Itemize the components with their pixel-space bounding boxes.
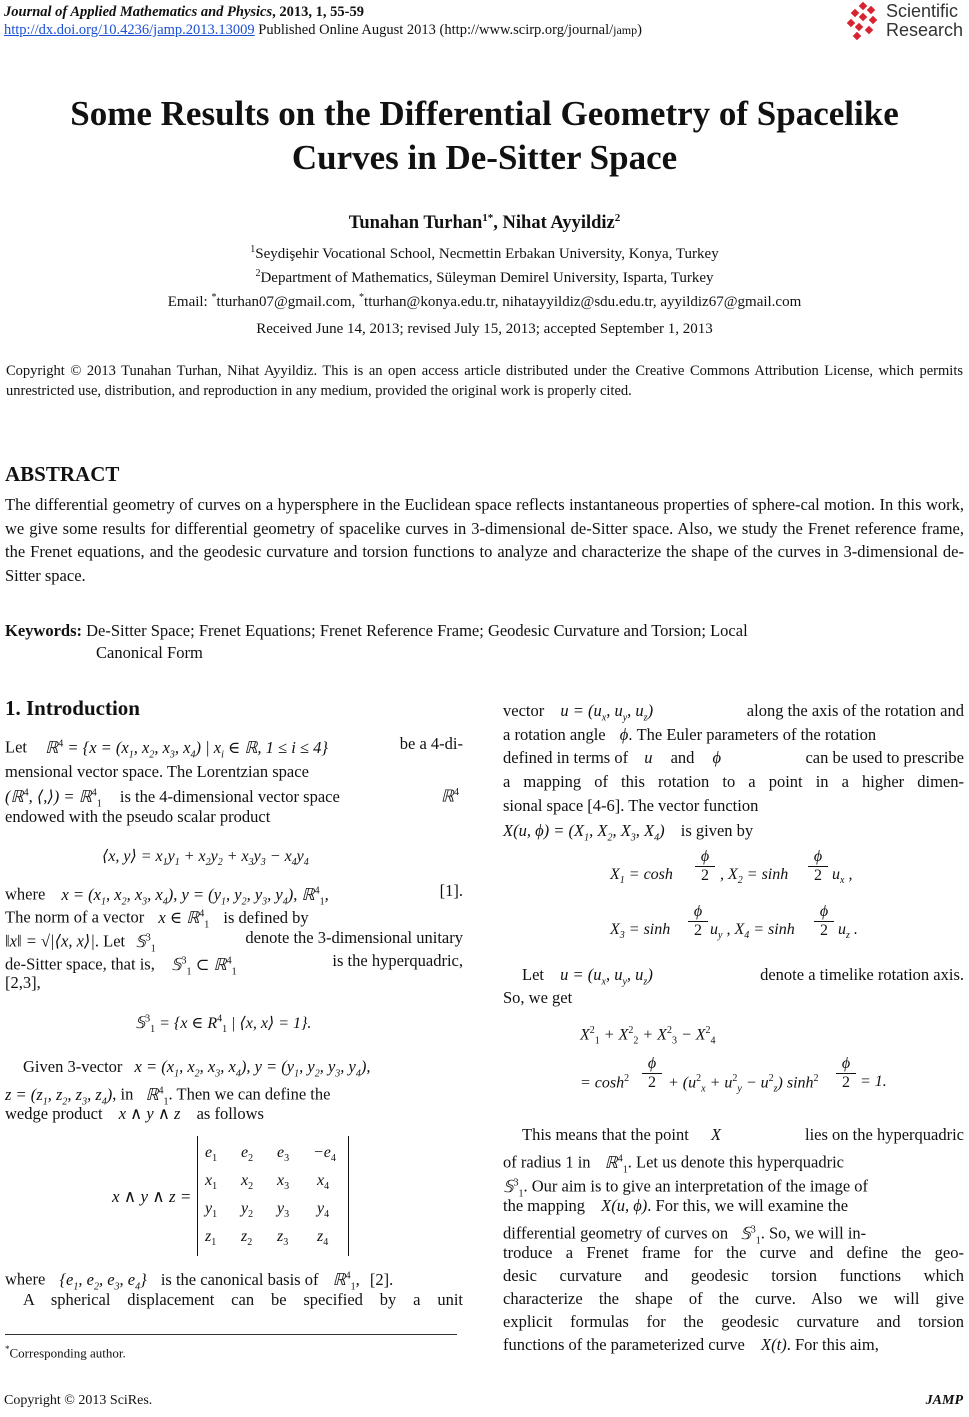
right-line-1: vector $u = (u_x$, $u_y$, $u_z$) along the axis of the rotation and [503, 701, 964, 724]
norm-line: The norm of a vector x ∈ ℝ$^4_1$ is defined by [5, 907, 309, 930]
hyperquadric-eq-2: = $\cosh^2$ ϕ 2 + $(u^2_x + u^2_y - u^2_z)$ $\sinh^2$ ϕ 2 = 1. [580, 1055, 887, 1095]
canonical-line: where {$e_1$, $e_2$, $e_3$, $e_4$} is the canonical basis of ℝ$^4_1$, [2]. [5, 1269, 394, 1292]
given-line: Given 3-vector $x = (x_1$, $x_2$, $x_3$, $x_4$), $y = (y_1$, $y_2$, $y_3$, $y_4$), [23, 1057, 371, 1080]
diff-geo-line: differential geometry of curves on 𝕊$^3_1$. So, we will in- [503, 1223, 867, 1246]
abstract-heading: ABSTRACT [5, 462, 120, 486]
aim-line: 𝕊$^3_1$. Our aim is to give an interpretation of the image of [503, 1176, 869, 1199]
copyright-notice: Copyright © 2013 Tunahan Turhan, Nihat Ayyildiz. This is an open access article distributed under the Creative Commons Attribution License, which permits unrestricted use, distribution, and reproduction in any medium, provided the original work is properly cited. [6, 363, 963, 399]
right-line-6: X(u, $\phi) = (X_1$, $X_2$, $X_3$, $X_4$) is given by [503, 821, 754, 844]
footer-journal: JAMP [925, 1393, 963, 1408]
norm-def-line: ‖x‖ = √|⟨x, x⟩|. Let 𝕊$^3_1$ denote the 3-dimensional unitary [5, 928, 463, 954]
functions-line: functions of the parameterized curve X(t). For this aim, [503, 1335, 879, 1354]
footnote-rule [5, 1334, 457, 1335]
intro-heading: 1. Introduction [5, 696, 140, 720]
page: Journal of Applied Mathematics and Physics, 2013, 1, 55-59 http://dx.doi.org/10.4236/jamp.2013.13009 Published Online August 2013 (http://www.scirp.org/journal/jamp) Scientific Research Some Results on the Differential Geometry of Spacelike Curves in De-Sitter Space Tunahan Turhan$^{1*}$, Nihat Ayyildiz$^2$ $^1$Seydişehir Vocational School, Necmettin Erbakan University, Konya, Turkey $^2$Department of Mathematics, Süleyman Demirel University, Isparta, Turkey Email: *tturhan07@gmail.com, *tturhan@konya.edu.tr, nihatayyildiz@sdu.edu.tr, ayyildiz67@gmail.com Received June 14, 2013; revised July 15, 2013; accepted September 1, 2013 Copyright © 2013 Tunahan Turhan, Nihat Ayyildiz. This is an open access article distributed under the Creative Commons Attribution License, which permits unrestricted use, distribution, and reproduction in any medium, provided the original work is properly cited. ABSTRACT The differential geometry of curves on a hypersphere in the Euclidean space reflects instantaneous properties of sphere-cal motion. In this work, we give some results for differential geometry of spacelike curves in 3-dimensional de-Sitter space. Also, we study the Frenet reference frame, the Frenet equations, and the geodesic curvature and torsion functions to analyze and characterize the shape of the curves in 3-dimensional de-Sitter space. Keywords: De-Sitter Space; Frenet Equations; Frenet Reference Frame; Geodesic Curvature and Torsion; Local Canonical Form 1. Introduction Let ℝ$^4$ = {$x = (x_1$, $x_2$, $x_3$, $x_4$) | $x_i$ ∈ ℝ, 1 ≤ i ≤ 4} be a 4-di- mensional vector space. The Lorentzian space (ℝ$^4$, ⟨,⟩) = ℝ$^4_1$ is the 4-dimensional vector space ℝ$^4$ endowed with the pseudo scalar product ⟨x, y⟩ = $x_1y_1 + x_2y_2 + x_3y_3 - x_4y_4$ where $x = (x_1$, $x_2$, $x_3$, $x_4$), $y = (y_1$, $y_2$, $y_3$, $y_4$), ℝ$^4_1$, [1]. The norm of a vector x ∈ ℝ$^4_1$ is defined by ‖x‖ = √|⟨x, x⟩|. Let 𝕊$^3_1$ denote the 3-dimensional unitary de-Sitter space, that is, 𝕊$^3_1$ ⊂ ℝ$^4_1$ is the hyperquadric, [2,3], 𝕊$^3_1$ = {x ∈ $R^4_1$ | ⟨x, x⟩ = 1}. Given 3-vector $x = (x_1$, $x_2$, $x_3$, $x_4$), $y = (y_1$, $y_2$, $y_3$, $y_4$), $z = (z_1$, $z_2$, $z_3$, $z_4$), in ℝ$^4_1$. Then we can define the wedge product x ∧ y ∧ z as follows x ∧ y ∧ z = $e_1$ $e_2$ $e_3$ $-e_4$ $x_1$ $x_2$ $x_3$ $x_4$ $y_1$ $y_2$ $y_3$ $y_4$ $z_1$ $z_2$ $z_3$ $z_4$ where {$e_1$, $e_2$, $e_3$, $e_4$} is the canonical basis of ℝ$^4_1$, [2]. A spherical displacement can be specified by a unit *Corresponding author. vector $u = (u_x$, $u_y$, $u_z$) along the axis of the rotation and a rotation angle ϕ. The Euler parameters of the rotation defined in terms of u and ϕ can be used to prescribe a mapping of this rotation to a point in a higher dimen- sional space [4-6]. The vector function X(u, $\phi) = (X_1$, $X_2$, $X_3$, $X_4$) is given by $X_1 = \cosh$ ϕ 2 , $X_2 = \sinh$ ϕ 2 $u_x$ , $X_3 = \sinh$ ϕ 2 $u_y$ , $X_4 = \sinh$ ϕ 2 $u_z$ . Let $u = (u_x$, $u_y$, $u_z$) denote a timelike rotation axis. So, we get $X^2_1 + X^2_2 + X^2_3 - X^2_4$ = $\cosh^2$ ϕ 2 + $(u^2_x + u^2_y - u^2_z)$ $\sinh^2$ ϕ 2 = 1. This means that the point X lies on the hyperquadric of radius 1 in ℝ$^4_1$. Let us denote this hyperquadric 𝕊$^3_1$. Our aim is to give an interpretation of the image of the mapping X(u, ϕ). For this, we will examine the differential geometry of curves on 𝕊$^3_1$. So, we will in- troduce a Frenet frame for the curve and define the geo- desic curvature and geodesic torsion functions which characterize the shape of the curve. Also we will give explicit formulas for the geodesic curvature and torsion functions of the parameterized curve X(t). For this aim, Copyright © 2013 SciRes. JAMP [0, 0, 969, 1417]
journal-header: Journal of Applied Mathematics and Physics, 2013, 1, 55-59 http://dx.doi.org/10.4236/jamp.2013.13009 Published Online August 2013 (http://www.scirp.org/journal/jamp) [4, 4, 642, 38]
publisher-logo [846, 2, 966, 42]
journal-short: jamp [613, 23, 638, 37]
logo-text-1: Scientific [886, 1, 959, 21]
journal-issue: , 2013, 1, 55-59 [272, 4, 364, 20]
desitter-line: de-Sitter space, that is, 𝕊$^3_1$ ⊂ ℝ$^4_1$ is the hyperquadric, [5, 951, 463, 977]
desitter-eq: 𝕊$^3_1$ = {x ∈ $R^4_1$ | ⟨x, x⟩ = 1}. [135, 1013, 312, 1036]
wedge-lhs: x ∧ y ∧ z = [112, 1187, 192, 1206]
intro-line-1: Let ℝ$^4$ = {$x = (x_1$, $x_2$, $x_3$, $x_4$) | $x_i$ ∈ ℝ, 1 ≤ i ≤ 4} be a 4-di- [5, 734, 463, 760]
intro-line-3: (ℝ$^4$, ⟨,⟩) = ℝ$^4_1$ is the 4-dimensional vector space ℝ$^4$ [5, 786, 459, 809]
wedge-line: wedge product x ∧ y ∧ z as follows [5, 1104, 264, 1123]
keywords-label: Keywords: [5, 621, 82, 640]
right-line-3: defined in terms of u and ϕ can be used to prescribe [503, 748, 964, 767]
authors: Tunahan Turhan$^{1*}$, Nihat Ayyildiz$^2$ [348, 212, 621, 234]
affiliation-2: $^2$Department of Mathematics, Süleyman Demirel University, Isparta, Turkey [255, 268, 714, 286]
logo-mark-icon [846, 2, 886, 42]
logo-text-2: Research [886, 20, 964, 40]
abstract-text: The differential geometry of curves on a hypersphere in the Euclidean space reflects instantaneous properties of sphere-cal motion. In this work, we give some results for differential geometry of spacelike curves in 3-dimensional de-Sitter space. Also, we study the Frenet reference frame, the Frenet equations, and the geodesic curvature and torsion functions to analyze and characterize the shape of the curves in 3-dimensional de-Sitter space. [5, 495, 964, 585]
published-text: Published Online August 2013 (http://www.scirp.org/journal/ [254, 22, 614, 38]
footnote: *Corresponding author. [5, 1344, 126, 1361]
radius-line: of radius 1 in ℝ$^4_1$. Let us denote this hyperquadric [503, 1152, 845, 1175]
affiliation-1: $^1$Seydişehir Vocational School, Necmettin Erbakan University, Konya, Turkey [250, 244, 719, 262]
hyperquadric-eq-1: $X^2_1 + X^2_2 + X^2_3 - X^2_4$ [580, 1025, 716, 1047]
right-let-line: Let $u = (u_x$, $u_y$, $u_z$) denote a timelike rotation axis. [522, 965, 964, 988]
scalar-product-eq: ⟨x, y⟩ = $x_1y_1 + x_2y_2 + x_3y_3 - x_4y_4$ [102, 848, 309, 869]
determinant: $e_1$ $e_2$ $e_3$ $-e_4$ $x_1$ $x_2$ $x_3$ $x_4$ $y_1$ $y_2$ $y_3$ $y_4$ $z_1$ $z_2$ $z_3$ $z_4$ [197, 1136, 349, 1256]
doi-link[interactable]: http://dx.doi.org/10.4236/jamp.2013.13009 [4, 22, 255, 38]
means-line: This means that the point X lies on the hyperquadric [522, 1125, 964, 1144]
affiliations [0, 240, 969, 312]
title-line-2: Curves in De-Sitter Space [291, 138, 678, 177]
emails: Email: *tturhan07@gmail.com, *tturhan@konya.edu.tr, nihatayyildiz@sdu.edu.tr, ayyildiz67@gmail.com [167, 292, 802, 310]
author-1: Tunahan Turhan [348, 213, 483, 234]
paper-title [0, 92, 969, 180]
received-dates: Received June 14, 2013; revised July 15, 2013; accepted September 1, 2013 [256, 321, 713, 337]
author-2: Nihat Ayyildiz [502, 213, 615, 234]
z-line: $z = (z_1$, $z_2$, $z_3$, $z_4$), in ℝ$^4_1$. Then we can define the [5, 1084, 331, 1107]
where-line: where $x = (x_1$, $x_2$, $x_3$, $x_4$), $y = (y_1$, $y_2$, $y_3$, $y_4$), ℝ$^4_1$, [1]. [5, 881, 463, 907]
keywords: Keywords: De-Sitter Space; Frenet Equations; Frenet Reference Frame; Geodesic Curvature and Torsion; Local Canonical Form [5, 621, 748, 662]
mapping-line: the mapping X(u, ϕ). For this, we will examine the [503, 1196, 849, 1215]
right-line-2: a rotation angle ϕ. The Euler parameters of the rotation [503, 725, 877, 744]
journal-name: Journal of Applied Mathematics and Physics [4, 4, 273, 20]
footer-copyright: Copyright © 2013 SciRes. [4, 1393, 153, 1408]
title-line-1: Some Results on the Differential Geometry of Spacelike [70, 94, 899, 133]
